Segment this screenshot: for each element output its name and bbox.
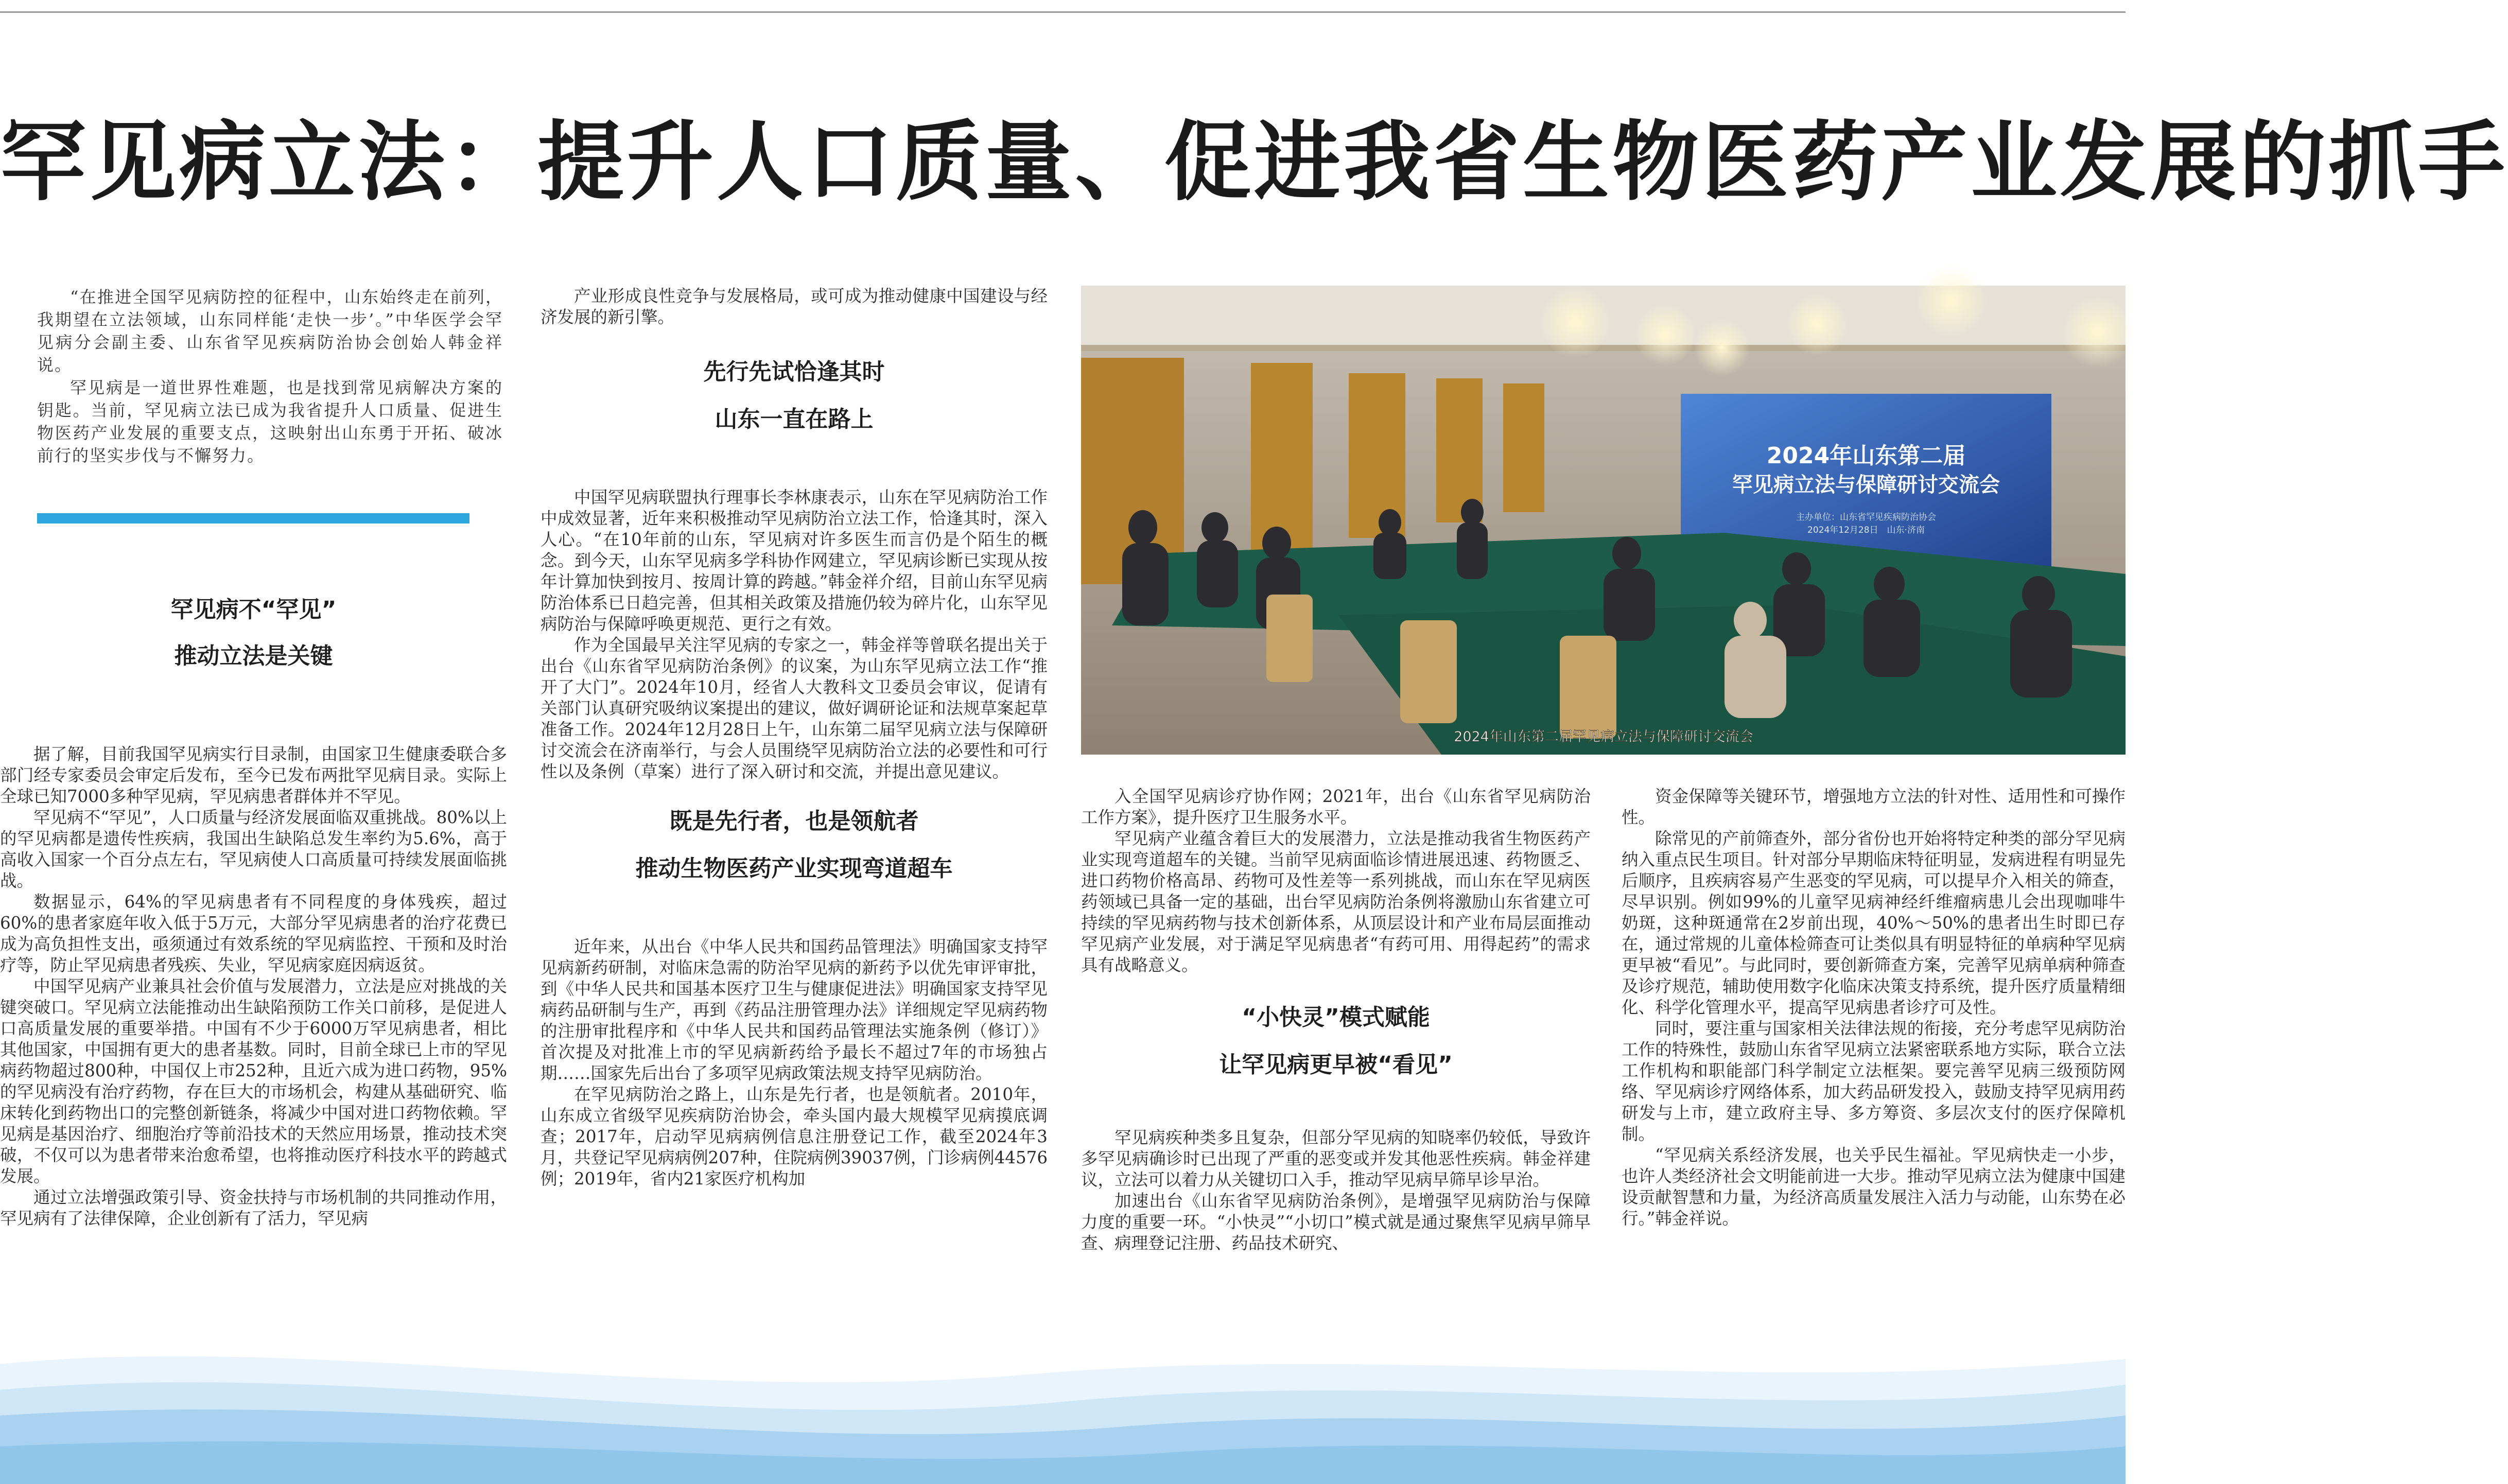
top-rule	[0, 11, 2126, 13]
lead-paragraph: 罕见病是一道世界性难题，也是找到常见病解决方案的钥匙。当前，罕见病立法已成为我省提升人口质量、促进生物医药产业发展的重要支点，这映射出山东勇于开拓、破冰前行的坚实步伐与不懈努力。	[37, 378, 503, 465]
accent-divider	[37, 513, 469, 523]
wave-decoration	[0, 1328, 2126, 1484]
section1-title-line2: 推动立法是关键	[174, 643, 333, 669]
column-3	[1081, 786, 1591, 1342]
body-paragraph: 同时，要注重与国家相关法律法规的衔接，充分考虑罕见病防治工作的特殊性，鼓励山东省罕见病立法紧密联系地方实际，联合立法工作机构和职能部门科学制定立法框架。要完善罕见病三级预防网络、罕见病诊疗网络体系，加大药品研发投入，鼓励支持罕见病用药研发与上市，建立政府主导、多方筹资、多层次支付的医疗保障机制。	[1622, 1019, 2126, 1144]
section3-title-line1: 既是先行者，也是领航者	[669, 808, 919, 834]
section4-title-line1: “小快灵”模式赋能	[1242, 1004, 1430, 1031]
body-paragraph: 除常见的产前筛查外，部分省份也开始将特定种类的部分罕见病纳入重点民生项目。针对部分早期临床特征明显，发病进程有明显先后顺序，且疾病容易产生恶变的罕见病，可以提早介入相关的筛查，尽早识别。例如99%的儿童罕见病神经纤维瘤病患儿会出现咖啡牛奶斑，这种斑通常在2岁前出现，40%～50%的患者出生时即已存在，通过常规的儿童体检筛查可让类似具有明显特征的单病种罕见病更早被“看见”。与此同时，要创新筛查方案，完善罕见病单病种筛查及诊疗规范，辅助使用数字化临床决策支持系统，提升医疗质量精细化、科学化管理水平，提高罕见病患者诊疗可及性。	[1622, 829, 2126, 1017]
body-paragraph: 在罕见病防治之路上，山东是先行者，也是领航者。2010年，山东成立省级罕见疾病防治协会，牵头国内最大规模罕见病摸底调查；2017年，启动罕见病病例信息注册登记工作，截至2024年3月，共登记罕见病病例207种，住院病例39037例，门诊病例44576例；2019年，省内21家医疗机构加	[541, 1085, 1048, 1189]
body-paragraph: 中国罕见病产业兼具社会价值与发展潜力，立法是应对挑战的关键突破口。罕见病立法能推动出生缺陷预防工作关口前移，是促进人口高质量发展的重要举措。中国有不少于6000万罕见病患者，相比其他国家，中国拥有更大的患者基数。同时，目前全球已上市的罕见病药物超过800种，中国仅上市252种，且近六成为进口药物，95%的罕见病没有治疗药物，存在巨大的市场机会，构建从基础研究、临床转化到药物出口的完整创新链条，将减少中国对进口药物依赖。罕见病是基因治疗、细胞治疗等前沿技术的天然应用场景，推动技术突破，不仅可以为患者带来治愈希望，也将推动医疗科技水平的跨越式发展。	[0, 976, 507, 1186]
body-paragraph: 加速出台《山东省罕见病防治条例》，是增强罕见病防治与保障力度的重要一环。“小快灵”“小切口”模式就是通过聚焦罕见病早筛早查、病理登记注册、药品技术研究、	[1081, 1191, 1591, 1253]
conference-photo	[1081, 286, 2126, 755]
section1-title-line1: 罕见病不“罕见”	[170, 597, 337, 623]
page-headline: 罕见病立法：提升人口质量、促进我省生物医药产业发展的抓手	[0, 112, 2508, 213]
screen-organizer: 主办单位：山东省罕见疾病防治协会	[1796, 512, 1936, 522]
section2-title-line2: 山东一直在路上	[715, 406, 874, 432]
body-paragraph: 资金保障等关键环节，增强地方立法的针对性、适用性和可操作性。	[1622, 787, 2126, 827]
body-paragraph: 数据显示，64%的罕见病患者有不同程度的身体残疾，超过60%的患者家庭年收入低于5万元，大部分罕见病患者的治疗花费已成为高负担性支出，亟须通过有效系统的罕见病监控、干预和及时治疗等，防止罕见病患者残疾、失业，罕见病家庭因病返贫。	[0, 892, 507, 975]
column-2	[541, 286, 1048, 1341]
body-paragraph: 产业形成良性竞争与发展格局，或可成为推动健康中国建设与经济发展的新引擎。	[541, 286, 1048, 327]
lead-paragraph: “在推进全国罕见病防控的征程中，山东始终走在前列，我期望在立法领域，山东同样能‘走快一步’。”中华医学会罕见病分会副主委、山东省罕见疾病防治协会创始人韩金祥说。	[37, 287, 503, 375]
section1-body	[0, 744, 507, 1336]
section4-title-line2: 让罕见病更早被“看见”	[1219, 1052, 1453, 1078]
column-4	[1622, 786, 2126, 1342]
body-paragraph: “罕见病关系经济发展，也关乎民生福祉。罕见病快走一小步，也许人类经济社会文明能前进一大步。推动罕见病立法为健康中国建设贡献智慧和力量，为经济高质量发展注入活力与动能，山东势在必行。”韩金祥说。	[1622, 1145, 2126, 1228]
body-paragraph: 通过立法增强政策引导、资金扶持与市场机制的共同推动作用，罕见病有了法律保障，企业创新有了活力，罕见病	[0, 1188, 507, 1228]
body-paragraph: 中国罕见病联盟执行理事长李林康表示，山东在罕见病防治工作中成效显著，近年来积极推动罕见病防治立法工作，恰逢其时，深入人心。“在10年前的山东，罕见病对许多医生而言仍是个陌生的概念。到今天，山东罕见病多学科协作网建立，罕见病诊断已实现从按年计算加快到按月、按周计算的跨越。”韩金祥介绍，目前山东罕见病防治体系已日趋完善，但其相关政策及措施仍较为碎片化，山东罕见病防治与保障呼唤更规范、更行之有效。	[541, 487, 1048, 634]
body-paragraph: 罕见病疾种类多且复杂，但部分罕见病的知晓率仍较低，导致许多罕见病确诊时已出现了严重的恶变或并发其他恶性疾病。韩金祥建议，立法可以着力从关键切口入手，推动罕见病早筛早诊早治。	[1081, 1128, 1591, 1190]
body-paragraph: 据了解，目前我国罕见病实行目录制，由国家卫生健康委联合多部门经专家委员会审定后发布，至今已发布两批罕见病目录。实际上全球已知7000多种罕见病，罕见病患者群体并不罕见。	[0, 744, 507, 806]
section3-title-line2: 推动生物医药产业实现弯道超车	[635, 856, 953, 882]
section2-title-line1: 先行先试恰逢其时	[703, 359, 885, 385]
body-paragraph: 入全国罕见病诊疗协作网；2021年，出台《山东省罕见病防治工作方案》，提升医疗卫生服务水平。	[1081, 787, 1591, 827]
body-paragraph: 近年来，从出台《中华人民共和国药品管理法》明确国家支持罕见病新药研制，对临床急需的防治罕见病的新药予以优先审评审批，到《中华人民共和国基本医疗卫生与健康促进法》明确国家支持罕见病药品研制与生产，再到《药品注册管理办法》详细规定罕见病药物的注册审批程序和《中华人民共和国药品管理法实施条例（修订）》首次提及对批准上市的罕见病新药给予最长不超过7年的市场独占期……国家先后出台了多项罕见病政策法规支持罕见病防治。	[541, 937, 1048, 1083]
body-paragraph: 罕见病不“罕见”，人口质量与经济发展面临双重挑战。80%以上的罕见病都是遗传性疾病，我国出生缺陷总发生率约为5.6%，高于高收入国家一个百分点左右，罕见病使人口高质量可持续发展面临挑战。	[0, 808, 507, 891]
section1-heading	[0, 587, 507, 679]
photo-caption: 2024年山东第二届罕见病立法与保障研讨交流会	[1454, 729, 1753, 745]
body-paragraph: 作为全国最早关注罕见病的专家之一，韩金祥等曾联名提出关于出台《山东省罕见病防治条例》的议案，为山东罕见病立法工作“推开了大门”。2024年10月，经省人大教科文卫委员会审议，促请有关部门认真研究吸纳议案提出的建议，做好调研论证和法规草案起草准备工作。2024年12月28日上午，山东第二届罕见病立法与保障研讨交流会在济南举行，与会人员围绕罕见病防治立法的必要性和可行性以及条例（草案）进行了深入研讨和交流，并提出意见建议。	[541, 635, 1048, 781]
lead-block	[37, 286, 503, 507]
body-paragraph: 罕见病产业蕴含着巨大的发展潜力，立法是推动我省生物医药产业实现弯道超车的关键。当前罕见病面临诊情进展迅速、药物匮乏、进口药物价格高昂、药物可及性差等一系列挑战，而山东在罕见病医药领域已具备一定的基础，出台罕见病防治条例将激励山东省建立可持续的罕见病药物与技术创新体系，从顶层设计和产业布局层面推动罕见病产业发展，对于满足罕见病患者“有药可用、用得起药”的需求具有战略意义。	[1081, 829, 1591, 975]
screen-title-line1: 2024年山东第二届	[1766, 443, 1966, 469]
screen-title-line2: 罕见病立法与保障研讨交流会	[1732, 473, 2000, 497]
screen-date: 2024年12月28日 山东·济南	[1807, 525, 1925, 535]
